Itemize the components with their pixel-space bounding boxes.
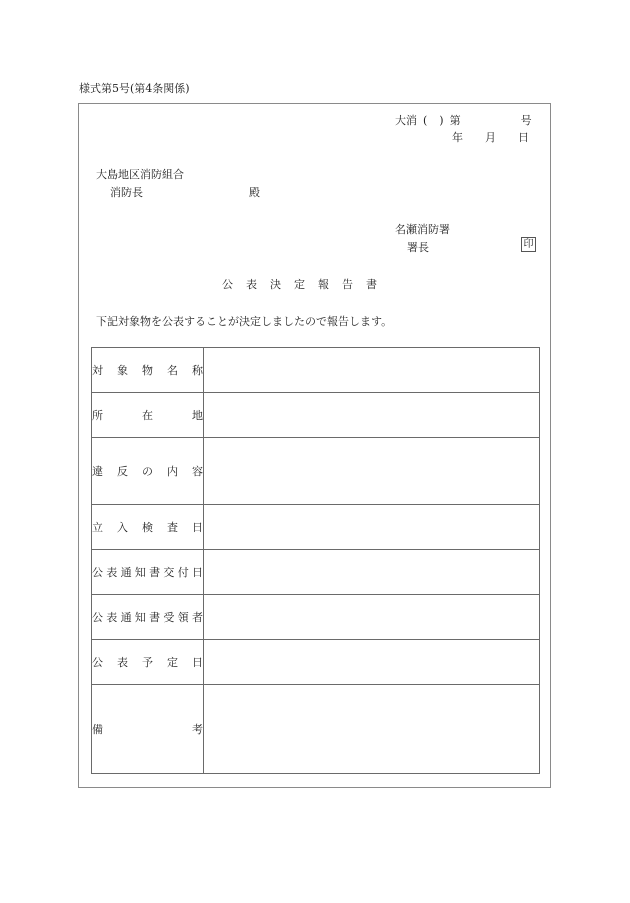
row-label-char: 公 [92, 611, 103, 624]
row-label-char: 象 [117, 364, 128, 377]
row-label-char: 通 [120, 566, 132, 579]
row-value-field[interactable] [204, 438, 540, 505]
row-label-char: 表 [106, 566, 118, 579]
row-label-char: 表 [106, 611, 118, 624]
row-value-field[interactable] [204, 640, 540, 685]
table-row [92, 438, 540, 505]
row-label [92, 505, 204, 550]
document-number [395, 112, 532, 128]
form-number-label: 様式第5号(第4条関係) [79, 82, 190, 95]
row-label-char: 考 [192, 723, 203, 736]
table-row [92, 595, 540, 640]
document-title-char: 書 [366, 278, 377, 291]
document-title-char: 決 [270, 278, 281, 291]
row-label-char: 称 [192, 364, 203, 377]
row-label-char: 日 [192, 656, 203, 669]
row-label [92, 438, 204, 505]
document-date [452, 129, 529, 145]
row-label-char: 名 [167, 364, 178, 377]
table-row [92, 505, 540, 550]
row-label [92, 685, 204, 774]
addressee-honorific: 殿 [249, 186, 260, 199]
intro-text: 下記対象物を公表することが決定しましたので報告します。 [96, 315, 393, 328]
row-label-char: 物 [142, 364, 153, 377]
row-label-char: の [142, 465, 153, 478]
document-title [222, 276, 390, 292]
row-label-char: 備 [92, 723, 103, 736]
row-label [92, 640, 204, 685]
row-value-field[interactable] [204, 595, 540, 640]
date-year: 年 [452, 131, 463, 144]
document-title-char: 定 [294, 278, 305, 291]
row-label-char: 対 [92, 364, 103, 377]
row-label-char: 容 [192, 465, 203, 478]
addressee-title: 消防長 [110, 186, 143, 199]
row-label-char: 立 [92, 521, 103, 534]
table-row [92, 685, 540, 774]
doc-number-dai: 第 [449, 114, 461, 127]
row-label-char: 付 [177, 566, 189, 579]
row-value-field[interactable] [204, 550, 540, 595]
row-label-char: 検 [142, 521, 153, 534]
row-label-char: 知 [134, 611, 146, 624]
doc-number-paren-open: ( [423, 114, 428, 127]
row-label-char: 入 [117, 521, 128, 534]
row-value-field[interactable] [204, 348, 540, 393]
document-title-char: 報 [318, 278, 329, 291]
document-title-char: 告 [342, 278, 353, 291]
table-row [92, 348, 540, 393]
row-label-char: 公 [92, 566, 103, 579]
doc-number-prefix: 大消 [395, 114, 417, 127]
report-table [91, 347, 540, 774]
row-label-char: 査 [167, 521, 178, 534]
row-label-char: 所 [92, 409, 103, 422]
row-label-char: 公 [92, 656, 103, 669]
row-label-char: 予 [142, 656, 153, 669]
sender-org: 名瀬消防署 [395, 223, 450, 236]
row-label-char: 日 [191, 566, 203, 579]
seal-mark: 印 [521, 237, 536, 252]
row-label-char: 地 [192, 409, 203, 422]
document-title-char: 表 [246, 278, 257, 291]
row-label-char: 知 [134, 566, 146, 579]
table-row [92, 640, 540, 685]
row-label-char: 交 [163, 566, 175, 579]
row-label-char: 内 [167, 465, 178, 478]
row-value-field[interactable] [204, 393, 540, 438]
row-label [92, 550, 204, 595]
doc-number-go: 号 [520, 114, 532, 127]
row-label-char: 日 [192, 521, 203, 534]
row-value-field[interactable] [204, 505, 540, 550]
row-label [92, 348, 204, 393]
row-label [92, 595, 204, 640]
row-label-char: 受 [163, 611, 175, 624]
addressee-org: 大島地区消防組合 [96, 168, 184, 181]
row-label-char: 書 [149, 611, 161, 624]
row-label-char: 通 [120, 611, 132, 624]
row-label-char: 者 [191, 611, 203, 624]
table-row [92, 550, 540, 595]
table-row [92, 393, 540, 438]
date-day: 日 [518, 131, 529, 144]
row-label-char: 定 [167, 656, 178, 669]
document-title-char: 公 [222, 278, 233, 291]
row-label [92, 393, 204, 438]
sender-title: 署長 [407, 241, 429, 254]
row-label-char: 表 [117, 656, 128, 669]
row-label-char: 反 [117, 465, 128, 478]
doc-number-paren-close: ) [439, 114, 444, 127]
row-label-char: 領 [177, 611, 189, 624]
row-label-char: 書 [149, 566, 161, 579]
row-label-char: 違 [92, 465, 103, 478]
date-month: 月 [485, 131, 496, 144]
row-label-char: 在 [142, 409, 153, 422]
row-value-field[interactable] [204, 685, 540, 774]
